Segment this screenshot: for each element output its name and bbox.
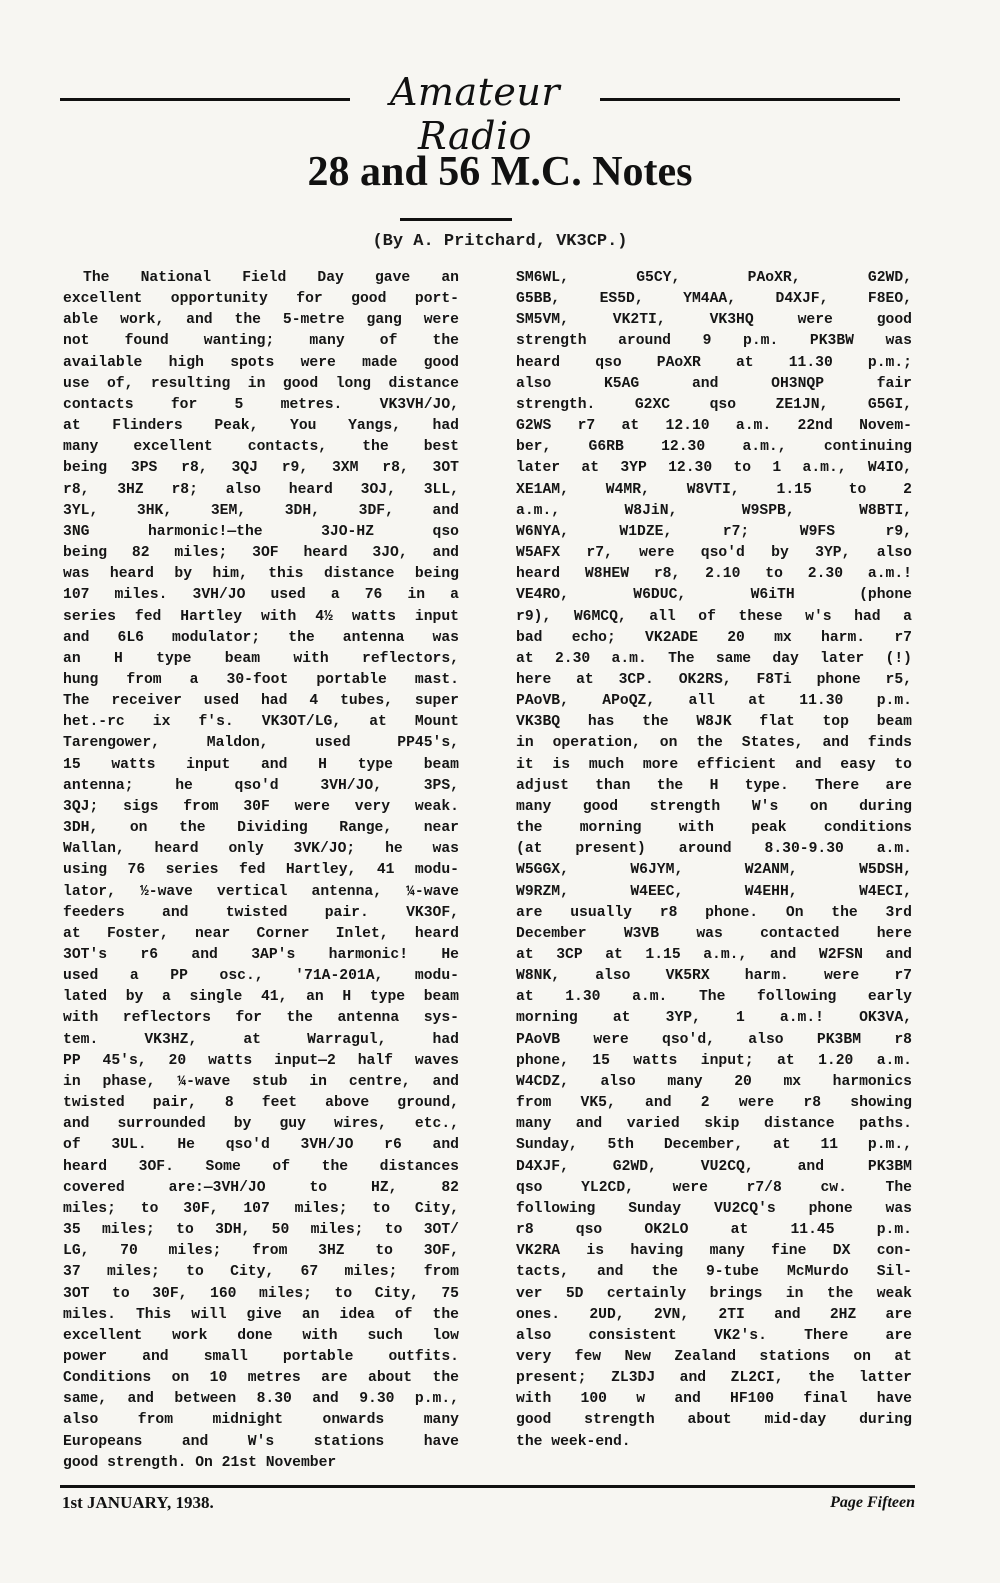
text-line: 37 miles; to City, 67 miles; from bbox=[63, 1264, 459, 1281]
text-line: 3NG harmonic!—the 3JO-HZ qso bbox=[63, 523, 459, 540]
text-line: being 82 miles; 3OF heard 3JO, and bbox=[63, 545, 459, 562]
text-line: VE4RO, W6DUC, W6iTH (phone bbox=[516, 587, 912, 604]
text-line: at 2.30 a.m. The same day later (!) bbox=[516, 650, 912, 667]
text-line: 35 miles; to 3DH, 50 miles; to 3OT/ bbox=[63, 1222, 459, 1239]
text-line: W6NYA, W1DZE, r7; W9FS r9, bbox=[516, 523, 912, 540]
text-line: used a PP osc., '71A-201A, modu- bbox=[63, 968, 459, 985]
text-line: was heard by him, this distance being bbox=[63, 566, 459, 583]
text-line: SM5VM, VK2TI, VK3HQ were good bbox=[516, 312, 912, 329]
text-line: Tarengower, Maldon, used PP45's, bbox=[63, 735, 459, 752]
article-column-left bbox=[63, 268, 459, 1474]
text-line: 107 miles. 3VH/JO used a 76 in a bbox=[63, 587, 459, 604]
text-line: 15 watts input and H type beam bbox=[63, 756, 459, 773]
text-line: in phase, ¼-wave stub in centre, and bbox=[63, 1073, 459, 1090]
text-line: Sunday, 5th December, at 11 p.m., bbox=[516, 1137, 912, 1154]
text-line: The National Field Day gave an bbox=[83, 270, 459, 286]
text-line: W9RZM, W4EEC, W4EHH, W4ECI, bbox=[516, 883, 912, 900]
text-line: LG, 70 miles; from 3HZ to 3OF, bbox=[63, 1243, 459, 1260]
text-line: r9), W6MCQ, all of these w's had a bbox=[516, 608, 912, 625]
text-line: good strength about mid-day during bbox=[516, 1412, 912, 1429]
text-line: from VK5, and 2 were r8 showing bbox=[516, 1095, 912, 1112]
text-line: Europeans and W's stations have bbox=[63, 1433, 459, 1450]
text-line: at Flinders Peak, You Yangs, had bbox=[63, 418, 459, 435]
text-line: many and varied skip distance paths. bbox=[516, 1116, 912, 1133]
masthead-rule-left bbox=[60, 98, 350, 101]
text-line: strength around 9 p.m. PK3BW was bbox=[516, 333, 912, 350]
text-line: G5BB, ES5D, YM4AA, D4XJF, F8EO, bbox=[516, 291, 912, 308]
text-line: The receiver used had 4 tubes, super bbox=[63, 693, 459, 710]
page-number: Page Fifteen bbox=[830, 1494, 915, 1511]
text-line: VK2RA is having many fine DX con- bbox=[516, 1243, 912, 1260]
text-line: it is much more efficient and easy to bbox=[516, 756, 912, 773]
text-line: with 100 w and HF100 final have bbox=[516, 1391, 912, 1408]
text-line: strength. G2XC qso ZE1JN, G5GI, bbox=[516, 396, 912, 413]
text-line: excellent work done with such low bbox=[63, 1327, 459, 1344]
text-line: December W3VB was contacted here bbox=[516, 925, 912, 942]
text-line: available high spots were made good bbox=[63, 354, 459, 371]
text-line: SM6WL, G5CY, PAoXR, G2WD, bbox=[516, 270, 912, 286]
text-line: heard W8HEW r8, 2.10 to 2.30 a.m.! bbox=[516, 566, 912, 583]
text-line: ones. 2UD, 2VN, 2TI and 2HZ are bbox=[516, 1306, 912, 1323]
text-line: 3YL, 3HK, 3EM, 3DH, 3DF, and bbox=[63, 502, 459, 519]
text-line: PAoVB were qso'd, also PK3BM r8 bbox=[516, 1031, 912, 1048]
article-byline: (By A. Pritchard, VK3CP.) bbox=[372, 232, 628, 251]
text-line: D4XJF, G2WD, VU2CQ, and PK3BM bbox=[516, 1158, 912, 1175]
title-underline bbox=[400, 218, 512, 221]
text-line: here at 3CP. OK2RS, F8Ti phone r5, bbox=[516, 671, 912, 688]
text-line: lator, ½-wave vertical antenna, ¼-wave bbox=[63, 883, 459, 900]
text-line: also from midnight onwards many bbox=[63, 1412, 459, 1429]
text-line: PAoVB, APoQZ, all at 11.30 p.m. bbox=[516, 693, 912, 710]
text-line: covered are:—3VH/JO to HZ, 82 bbox=[63, 1179, 459, 1196]
text-line: morning at 3YP, 1 a.m.! OK3VA, bbox=[516, 1010, 912, 1027]
text-line: W4CDZ, also many 20 mx harmonics bbox=[516, 1073, 912, 1090]
text-line: being 3PS r8, 3QJ r9, 3XM r8, 3OT bbox=[63, 460, 459, 477]
text-line: many excellent contacts, the best bbox=[63, 439, 459, 456]
text-line: also consistent VK2's. There are bbox=[516, 1327, 912, 1344]
text-line: series fed Hartley with 4½ watts input bbox=[63, 608, 459, 625]
text-line: are usually r8 phone. On the 3rd bbox=[516, 904, 912, 921]
masthead bbox=[60, 70, 900, 158]
text-line: lated by a single 41, an H type beam bbox=[63, 989, 459, 1006]
text-line: W5GGX, W6JYM, W2ANM, W5DSH, bbox=[516, 862, 912, 879]
text-line: using 76 series fed Hartley, 41 modu- bbox=[63, 862, 459, 879]
text-line: a.m., W8JiN, W9SPB, W8BTI, bbox=[516, 502, 912, 519]
text-line: use of, resulting in good long distance bbox=[63, 375, 459, 392]
text-line: 3OT to 30F, 160 miles; to City, 75 bbox=[63, 1285, 459, 1302]
text-line: present; ZL3DJ and ZL2CI, the latter bbox=[516, 1370, 912, 1387]
issue-date: 1st JANUARY, 1938. bbox=[62, 1493, 214, 1512]
text-line: heard 3OF. Some of the distances bbox=[63, 1158, 459, 1175]
text-line: bad echo; VK2ADE 20 mx harm. r7 bbox=[516, 629, 912, 646]
text-line: tem. VK3HZ, at Warragul, had bbox=[63, 1031, 459, 1048]
text-line: of 3UL. He qso'd 3VH/JO r6 and bbox=[63, 1137, 459, 1154]
text-line: hung from a 30-foot portable mast. bbox=[63, 671, 459, 688]
text-line: tacts, and the 9-tube McMurdo Sil- bbox=[516, 1264, 912, 1281]
masthead-rule-right bbox=[600, 98, 900, 101]
text-line: Conditions on 10 metres are about the bbox=[63, 1370, 459, 1387]
text-line: feeders and twisted pair. VK3OF, bbox=[63, 904, 459, 921]
text-line: XE1AM, W4MR, W8VTI, 1.15 to 2 bbox=[516, 481, 912, 498]
text-line: the morning with peak conditions bbox=[516, 820, 912, 837]
text-line: not found wanting; many of the bbox=[63, 333, 459, 350]
text-line: following Sunday VU2CQ's phone was bbox=[516, 1200, 912, 1217]
text-line: ber, G6RB 12.30 a.m., continuing bbox=[516, 439, 912, 456]
text-line: in operation, on the States, and finds bbox=[516, 735, 912, 752]
text-line: excellent opportunity for good port- bbox=[63, 291, 459, 308]
text-line: many good strength W's on during bbox=[516, 798, 912, 815]
text-line: (at present) around 8.30-9.30 a.m. bbox=[516, 841, 912, 858]
text-line: het.-rc ix f's. VK3OT/LG, at Mount bbox=[63, 714, 459, 731]
text-line: and 6L6 modulator; the antenna was bbox=[63, 629, 459, 646]
text-line: miles. This will give an idea of the bbox=[63, 1306, 459, 1323]
text-line: r8 qso OK2LO at 11.45 p.m. bbox=[516, 1222, 912, 1239]
text-line: phone, 15 watts input; at 1.20 a.m. bbox=[516, 1052, 912, 1069]
text-line: antenna; he qso'd 3VH/JO, 3PS, bbox=[63, 777, 459, 794]
text-line: at 1.30 a.m. The following early bbox=[516, 989, 912, 1006]
text-line: the week-end. bbox=[516, 1433, 631, 1450]
text-line: an H type beam with reflectors, bbox=[63, 650, 459, 667]
text-line: ver 5D certainly brings in the weak bbox=[516, 1285, 912, 1302]
text-line: PP 45's, 20 watts input—2 half waves bbox=[63, 1052, 459, 1069]
text-line: later at 3YP 12.30 to 1 a.m., W4IO, bbox=[516, 460, 912, 477]
text-line: at Foster, near Corner Inlet, heard bbox=[63, 925, 459, 942]
text-line: miles; to 30F, 107 miles; to City, bbox=[63, 1200, 459, 1217]
text-line: 3OT's r6 and 3AP's harmonic! He bbox=[63, 947, 459, 963]
footer-rule bbox=[60, 1485, 915, 1488]
text-line: twisted pair, 8 feet above ground, bbox=[63, 1095, 459, 1112]
text-line: W5AFX r7, were qso'd by 3YP, also bbox=[516, 545, 912, 562]
text-line: same, and between 8.30 and 9.30 p.m., bbox=[63, 1391, 459, 1408]
text-line: G2WS r7 at 12.10 a.m. 22nd Novem- bbox=[516, 418, 912, 435]
text-line: and surrounded by guy wires, etc., bbox=[63, 1116, 459, 1133]
text-line: 3QJ; sigs from 30F were very weak. bbox=[63, 798, 459, 815]
text-line: at 3CP at 1.15 a.m., and W2FSN and bbox=[516, 947, 912, 963]
text-line: also K5AG and OH3NQP fair bbox=[516, 375, 912, 392]
text-line: Wallan, heard only 3VK/JO; he was bbox=[63, 841, 459, 858]
text-line: good strength. On 21st November bbox=[63, 1454, 337, 1471]
article-title: 28 and 56 M.C. Notes bbox=[307, 149, 693, 195]
text-line: able work, and the 5-metre gang were bbox=[63, 312, 459, 329]
text-line: heard qso PAoXR at 11.30 p.m.; bbox=[516, 354, 912, 371]
article-column-right bbox=[516, 268, 912, 1453]
masthead-logo: Amateur Radio bbox=[389, 70, 561, 158]
text-line: qso YL2CD, were r7/8 cw. The bbox=[516, 1179, 912, 1196]
text-line: with reflectors for the antenna sys- bbox=[63, 1010, 459, 1027]
text-line: W8NK, also VK5RX harm. were r7 bbox=[516, 968, 912, 985]
text-line: adjust than the H type. There are bbox=[516, 777, 912, 794]
text-line: VK3BQ has the W8JK flat top beam bbox=[516, 714, 912, 731]
text-line: very few New Zealand stations on at bbox=[516, 1348, 912, 1365]
text-line: 3DH, on the Dividing Range, near bbox=[63, 820, 459, 837]
text-line: r8, 3HZ r8; also heard 3OJ, 3LL, bbox=[63, 481, 459, 498]
text-line: power and small portable outfits. bbox=[63, 1348, 459, 1365]
text-line: contacts for 5 metres. VK3VH/JO, bbox=[63, 396, 459, 413]
